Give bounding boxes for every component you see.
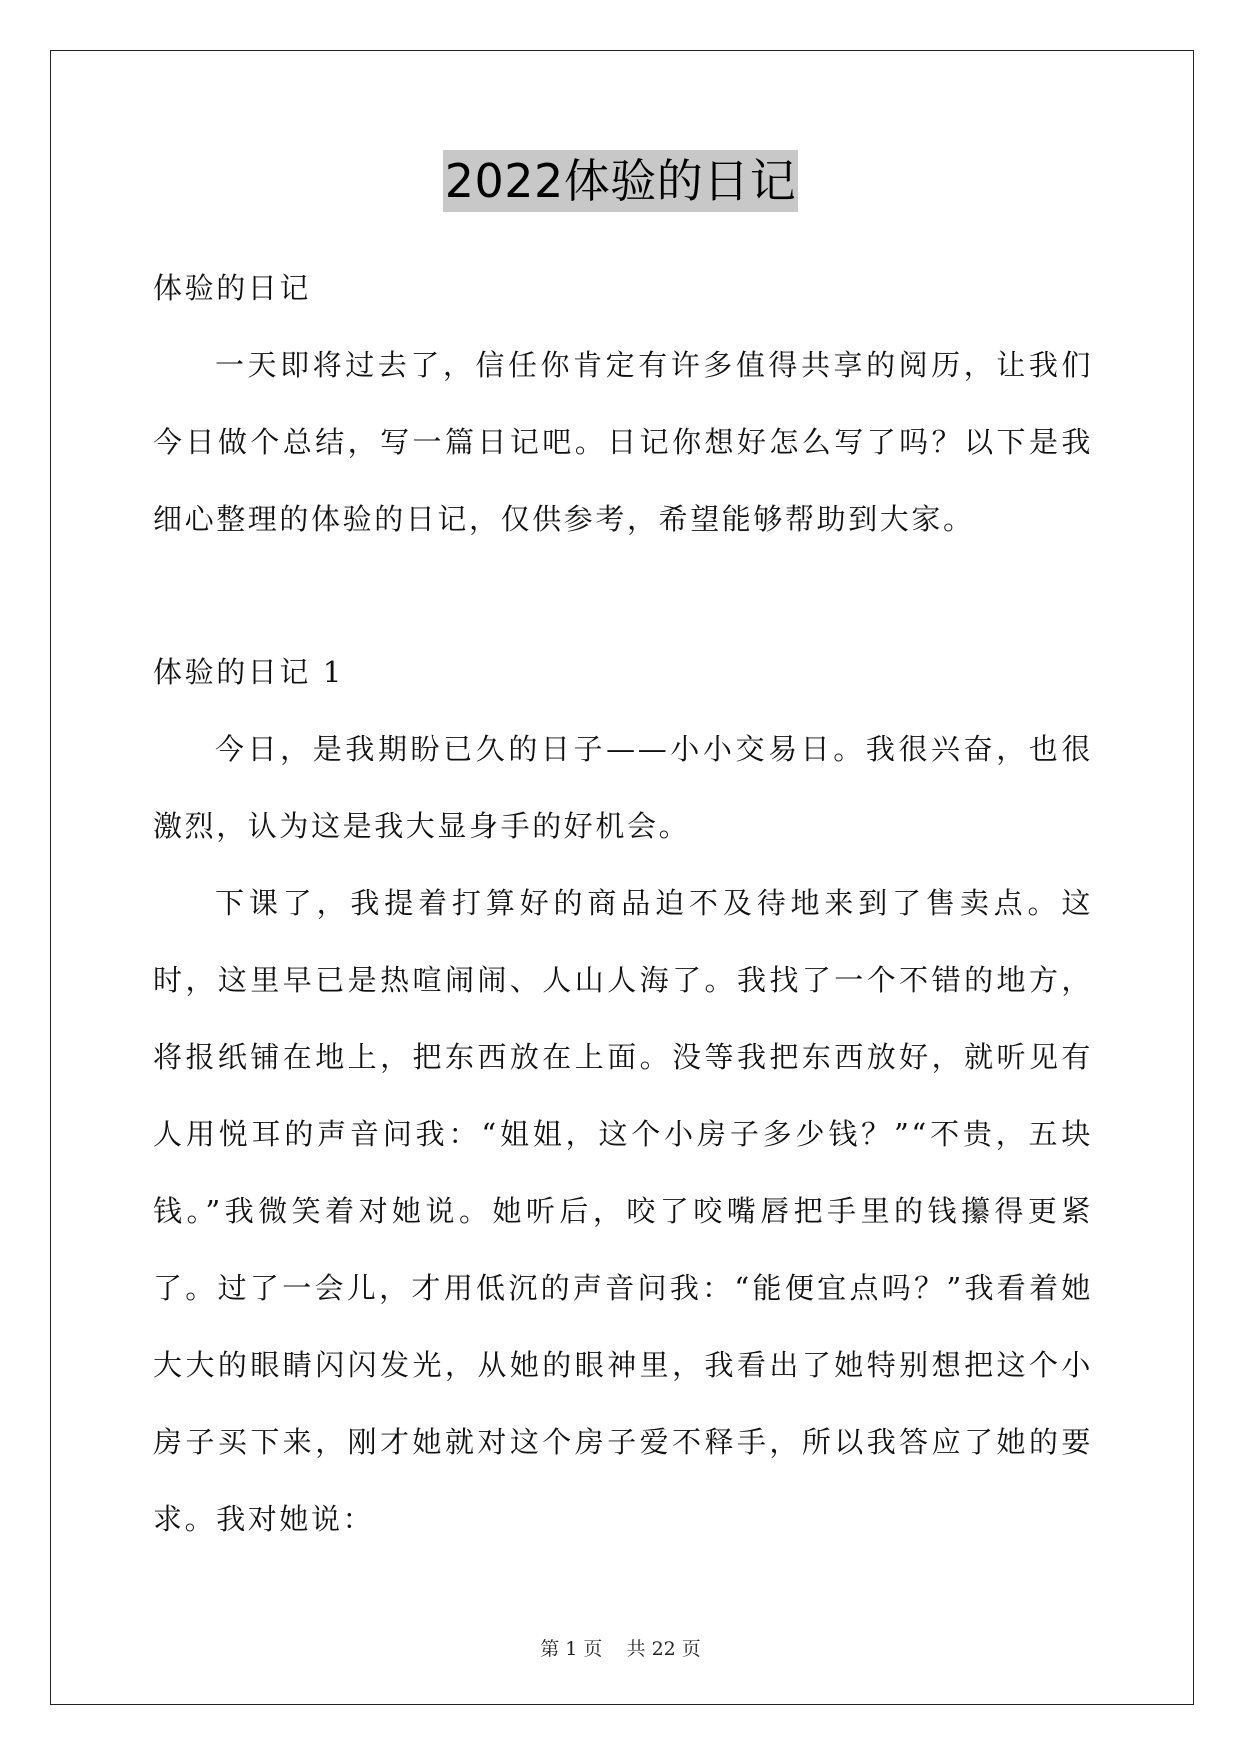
document-title: 2022体验的日记 [443,150,799,212]
body-paragraph: 今日，是我期盼已久的日子——小小交易日。我很兴奋，也很激烈，认为这是我大显身手的好机会。 [153,732,1093,843]
section-spacer [153,558,1093,634]
intro-paragraph: 一天即将过去了，信任你肯定有许多值得共享的阅历，让我们今日做个总结，写一篇日记吧。日记你想好怎么写了吗？以下是我细心整理的体验的日记，仅供参考，希望能够帮助到大家。 [153,348,1093,536]
section-heading: 体验的日记 1 [153,655,344,689]
intro-heading: 体验的日记 [153,271,312,305]
page-number-footer: 第 1 页 共 22 页 [540,1638,701,1660]
document-body [153,250,1093,1558]
title-container [0,150,1241,212]
body-paragraph: 下课了，我提着打算好的商品迫不及待地来到了售卖点。这时，这里早已是热喧闹闹、人山人海了。我找了一个不错的地方，将报纸铺在地上，把东西放在上面。没等我把东西放好，就听见有人用悦耳的声音问我：“姐姐，这个小房子多少钱？”“不贵，五块钱。”我微笑着对她说。她听后，咬了咬嘴唇把手里的钱攥得更紧了。过了一会儿，才用低沉的声音问我：“能便宜点吗？”我看着她大大的眼睛闪闪发光，从她的眼神里，我看出了她特别想把这个小房子买下来，刚才她就对这个房子爱不释手，所以我答应了她的要求。我对她说： [153,886,1093,1536]
